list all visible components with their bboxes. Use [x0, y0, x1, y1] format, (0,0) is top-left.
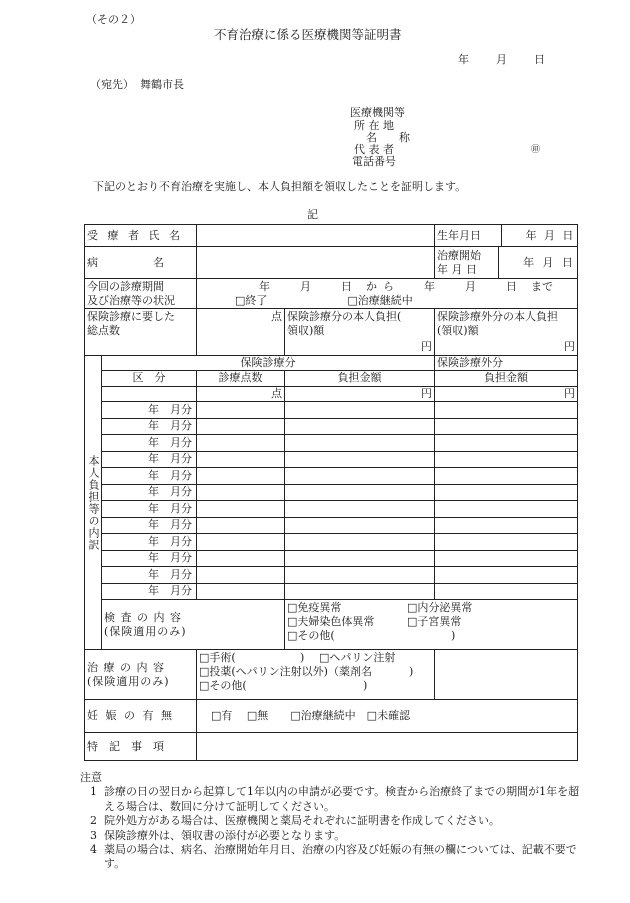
issuer-name-label: 名 称	[366, 131, 410, 144]
note-text: 薬局の場合は、病名、治療開始年月日、治療の内容及び妊娠の有無の欄については、記載不要です。	[104, 843, 577, 871]
treatment-start-field[interactable]	[499, 256, 577, 270]
intro-text: 下記のとおり不育治療を実施し、本人負担額を領収したことを証明します。	[93, 180, 467, 193]
pregnancy-label: 妊 娠 の 有 無	[85, 700, 197, 733]
month-nonins-field[interactable]	[435, 418, 578, 435]
month-row-label: 年 月分	[102, 435, 197, 452]
ins-section-header: 保険診療分	[102, 356, 435, 371]
ins-burden-label-1: 保険診療分の本人負担(	[287, 310, 402, 323]
month-row-label: 年 月分	[102, 567, 197, 584]
month-nonins-field[interactable]	[435, 567, 578, 584]
exam-content-label	[102, 600, 285, 650]
ins-burden-unit: 円	[421, 340, 432, 353]
nonins-burden-label-1: 保険診療外分の本人負担	[437, 310, 558, 323]
month-amount-field[interactable]	[285, 583, 435, 600]
month-nonins-field[interactable]	[435, 435, 578, 452]
period-to-month: 月	[465, 280, 476, 293]
month-amount-field[interactable]	[285, 550, 435, 567]
ins-burden-cell[interactable]	[285, 309, 435, 356]
month-row-label: 年 月分	[102, 468, 197, 485]
notes-section	[80, 771, 580, 872]
birth-date-cell	[435, 225, 578, 247]
issuer-rep-label: 代 表 者	[354, 143, 394, 156]
period-label	[85, 279, 197, 309]
treat-other-close: )	[297, 679, 368, 692]
treatment-label-2: (保険適用のみ)	[87, 674, 170, 688]
nonins-burden-label-2: (領収)額	[437, 324, 479, 337]
pregnancy-options[interactable]: □有 □無 □治療継続中 □未確認	[197, 700, 578, 733]
note-number: 4	[90, 843, 97, 857]
exam-chromosome-checkbox[interactable]: □夫婦染色体異常	[287, 615, 375, 628]
total-points-field[interactable]	[197, 309, 285, 356]
birth-date-field[interactable]	[502, 229, 577, 243]
month-amount-field[interactable]	[285, 451, 435, 468]
month-nonins-field[interactable]	[435, 583, 578, 600]
total-points-label-1: 保険診療に要した	[87, 310, 175, 323]
month-nonins-field[interactable]	[435, 534, 578, 551]
treatment-start-label-2: 年 月 日	[437, 263, 477, 276]
period-label-2: 及び治療等の状況	[87, 294, 175, 307]
month-points-field[interactable]	[197, 451, 285, 468]
birth-day: 日	[562, 228, 574, 242]
month-amount-field[interactable]	[285, 484, 435, 501]
period-from-day: 日	[341, 280, 352, 293]
note-item	[80, 843, 580, 872]
month-nonins-field[interactable]	[435, 468, 578, 485]
month-nonins-field[interactable]	[435, 484, 578, 501]
period-from-label: から	[366, 280, 400, 293]
special-notes-field[interactable]	[197, 733, 578, 761]
treat-surgery-close: )	[267, 651, 305, 664]
breakdown-label: 本人負担等の内訳	[85, 356, 102, 650]
month-row-label: 年 月分	[102, 550, 197, 567]
month-row-label: 年 月分	[102, 501, 197, 518]
month-amount-field[interactable]	[285, 468, 435, 485]
status-end-checkbox[interactable]: □終了	[235, 294, 268, 307]
birth-date-label: 生年月日	[435, 225, 502, 246]
month-row-label: 年 月分	[102, 402, 197, 419]
note-text: 保険診療外は、領収書の添付が必要となります。	[104, 828, 346, 842]
month-points-field[interactable]	[197, 501, 285, 518]
period-to-label: まで	[531, 280, 553, 293]
month-row-label: 年 月分	[102, 517, 197, 534]
treat-medication-close: )	[387, 665, 414, 678]
issuer-org-label: 医療機関等	[350, 106, 405, 119]
treat-other-checkbox[interactable]: □その他(	[199, 679, 247, 692]
start-year: 年	[523, 255, 535, 269]
note-text: 院外処方がある場合は、医療機関と薬局それぞれに証明書を作成してください。	[104, 814, 500, 828]
ki-heading: 記	[307, 208, 318, 221]
period-field[interactable]	[197, 279, 578, 309]
issuer-phone-label: 電話番号	[352, 155, 396, 168]
units-row-points: 点	[197, 387, 285, 402]
units-row-nonins: 円	[435, 387, 578, 402]
issuer-address-label: 所 在 地	[354, 119, 394, 132]
status-continue-checkbox[interactable]: □治療継続中	[347, 294, 413, 307]
nonins-burden-cell[interactable]	[435, 309, 578, 356]
month-row-label: 年 月分	[102, 583, 197, 600]
period-to-day: 日	[506, 280, 517, 293]
treatment-options	[197, 650, 435, 700]
birth-month: 月	[543, 228, 555, 242]
treat-heparin-checkbox[interactable]: □ヘパリン注射	[319, 651, 396, 664]
month-nonins-field[interactable]	[435, 550, 578, 567]
treat-medication-checkbox[interactable]: □投薬(ヘパリン注射以外)（薬剤名	[199, 665, 372, 678]
patient-name-label: 受 療 者 氏 名	[85, 225, 197, 247]
period-label-1: 今回の診療期間	[87, 280, 164, 293]
special-notes-label: 特 記 事 項	[85, 733, 197, 761]
col-points-header: 診療点数	[197, 371, 285, 387]
note-item	[80, 829, 580, 843]
disease-label: 病 名	[85, 247, 197, 279]
month-amount-field[interactable]	[285, 534, 435, 551]
month-amount-field[interactable]	[285, 501, 435, 518]
col-amount-header: 負担金額	[285, 371, 435, 387]
note-item	[80, 785, 580, 814]
total-points-label-2: 総点数	[87, 324, 120, 337]
disease-field[interactable]	[197, 247, 435, 279]
form-number: （その２）	[86, 13, 141, 26]
nonins-burden-unit: 円	[564, 340, 575, 353]
month-amount-field[interactable]	[285, 418, 435, 435]
month-nonins-field[interactable]	[435, 402, 578, 419]
certificate-form	[84, 224, 577, 768]
month-amount-field[interactable]	[285, 402, 435, 419]
treatment-start-cell	[435, 247, 578, 279]
ins-burden-label-2: 領収)額	[287, 324, 325, 337]
exam-label-2: (保険適用のみ)	[104, 624, 187, 638]
addressee: 舞鶴市長	[140, 78, 184, 91]
month-nonins-field[interactable]	[435, 501, 578, 518]
month-amount-field[interactable]	[285, 517, 435, 534]
month-points-field[interactable]	[197, 583, 285, 600]
issue-date-year: 年	[458, 53, 469, 66]
month-points-field[interactable]	[197, 484, 285, 501]
treat-surgery-checkbox[interactable]: □手術(	[199, 651, 236, 664]
note-number: 1	[90, 785, 97, 799]
note-number: 2	[90, 814, 97, 828]
month-points-field[interactable]	[197, 567, 285, 584]
start-month: 月	[542, 255, 554, 269]
month-row-label: 年 月分	[102, 451, 197, 468]
notes-heading: 注意	[80, 771, 102, 784]
seal-mark: ㊞	[531, 145, 541, 155]
addressee-label: （宛先）	[90, 78, 134, 91]
patient-name-field[interactable]	[197, 225, 435, 247]
month-row-label: 年 月分	[102, 484, 197, 501]
month-points-field[interactable]	[197, 435, 285, 452]
month-nonins-field[interactable]	[435, 451, 578, 468]
month-amount-field[interactable]	[285, 435, 435, 452]
note-item	[80, 814, 580, 828]
exam-label-1: 検 査 の 内 容	[104, 610, 182, 624]
document-title: 不育治療に係る医療機関等証明書	[214, 27, 402, 42]
nonins-section-header: 保険診療外分	[435, 356, 578, 371]
units-row-amount: 円	[285, 387, 435, 402]
note-text: 診療の日の翌日から起算して1年以内の申請が必要です。検査から治療終了までの期間が1年を超える場合は、数回に分けて証明してください。	[104, 785, 580, 813]
period-to-year: 年	[424, 280, 435, 293]
month-nonins-field[interactable]	[435, 517, 578, 534]
col-nonins-amount-header: 負担金額	[435, 371, 578, 387]
month-points-field[interactable]	[197, 468, 285, 485]
period-from-year: 年	[259, 280, 270, 293]
units-row-category	[102, 387, 197, 402]
total-points-unit: 点	[271, 310, 282, 323]
exam-uterus-checkbox[interactable]: □子宮異常	[407, 615, 462, 628]
issue-date-month: 月	[496, 53, 507, 66]
treatment-label-1: 治 療 の 内 容	[87, 660, 165, 674]
month-points-field[interactable]	[197, 517, 285, 534]
exam-other-close: )	[385, 629, 456, 642]
exam-endocrine-checkbox[interactable]: □内分泌異常	[407, 601, 473, 614]
treatment-start-label-1: 治療開始	[437, 249, 481, 262]
period-from-month: 月	[300, 280, 311, 293]
col-category-header: 区 分	[102, 371, 197, 387]
issue-date-day: 日	[534, 53, 545, 66]
start-day: 日	[561, 255, 573, 269]
month-points-field[interactable]	[197, 418, 285, 435]
exam-immune-checkbox[interactable]: □免疫異常	[287, 601, 342, 614]
birth-year: 年	[525, 228, 537, 242]
month-points-field[interactable]	[197, 402, 285, 419]
month-row-label: 年 月分	[102, 418, 197, 435]
exam-other-checkbox[interactable]: □その他(	[287, 629, 335, 642]
month-points-field[interactable]	[197, 550, 285, 567]
month-row-label: 年 月分	[102, 534, 197, 551]
total-points-label	[85, 309, 197, 356]
month-amount-field[interactable]	[285, 567, 435, 584]
exam-options	[285, 600, 578, 650]
note-number: 3	[90, 828, 97, 842]
month-points-field[interactable]	[197, 534, 285, 551]
treatment-content-label	[85, 650, 197, 700]
